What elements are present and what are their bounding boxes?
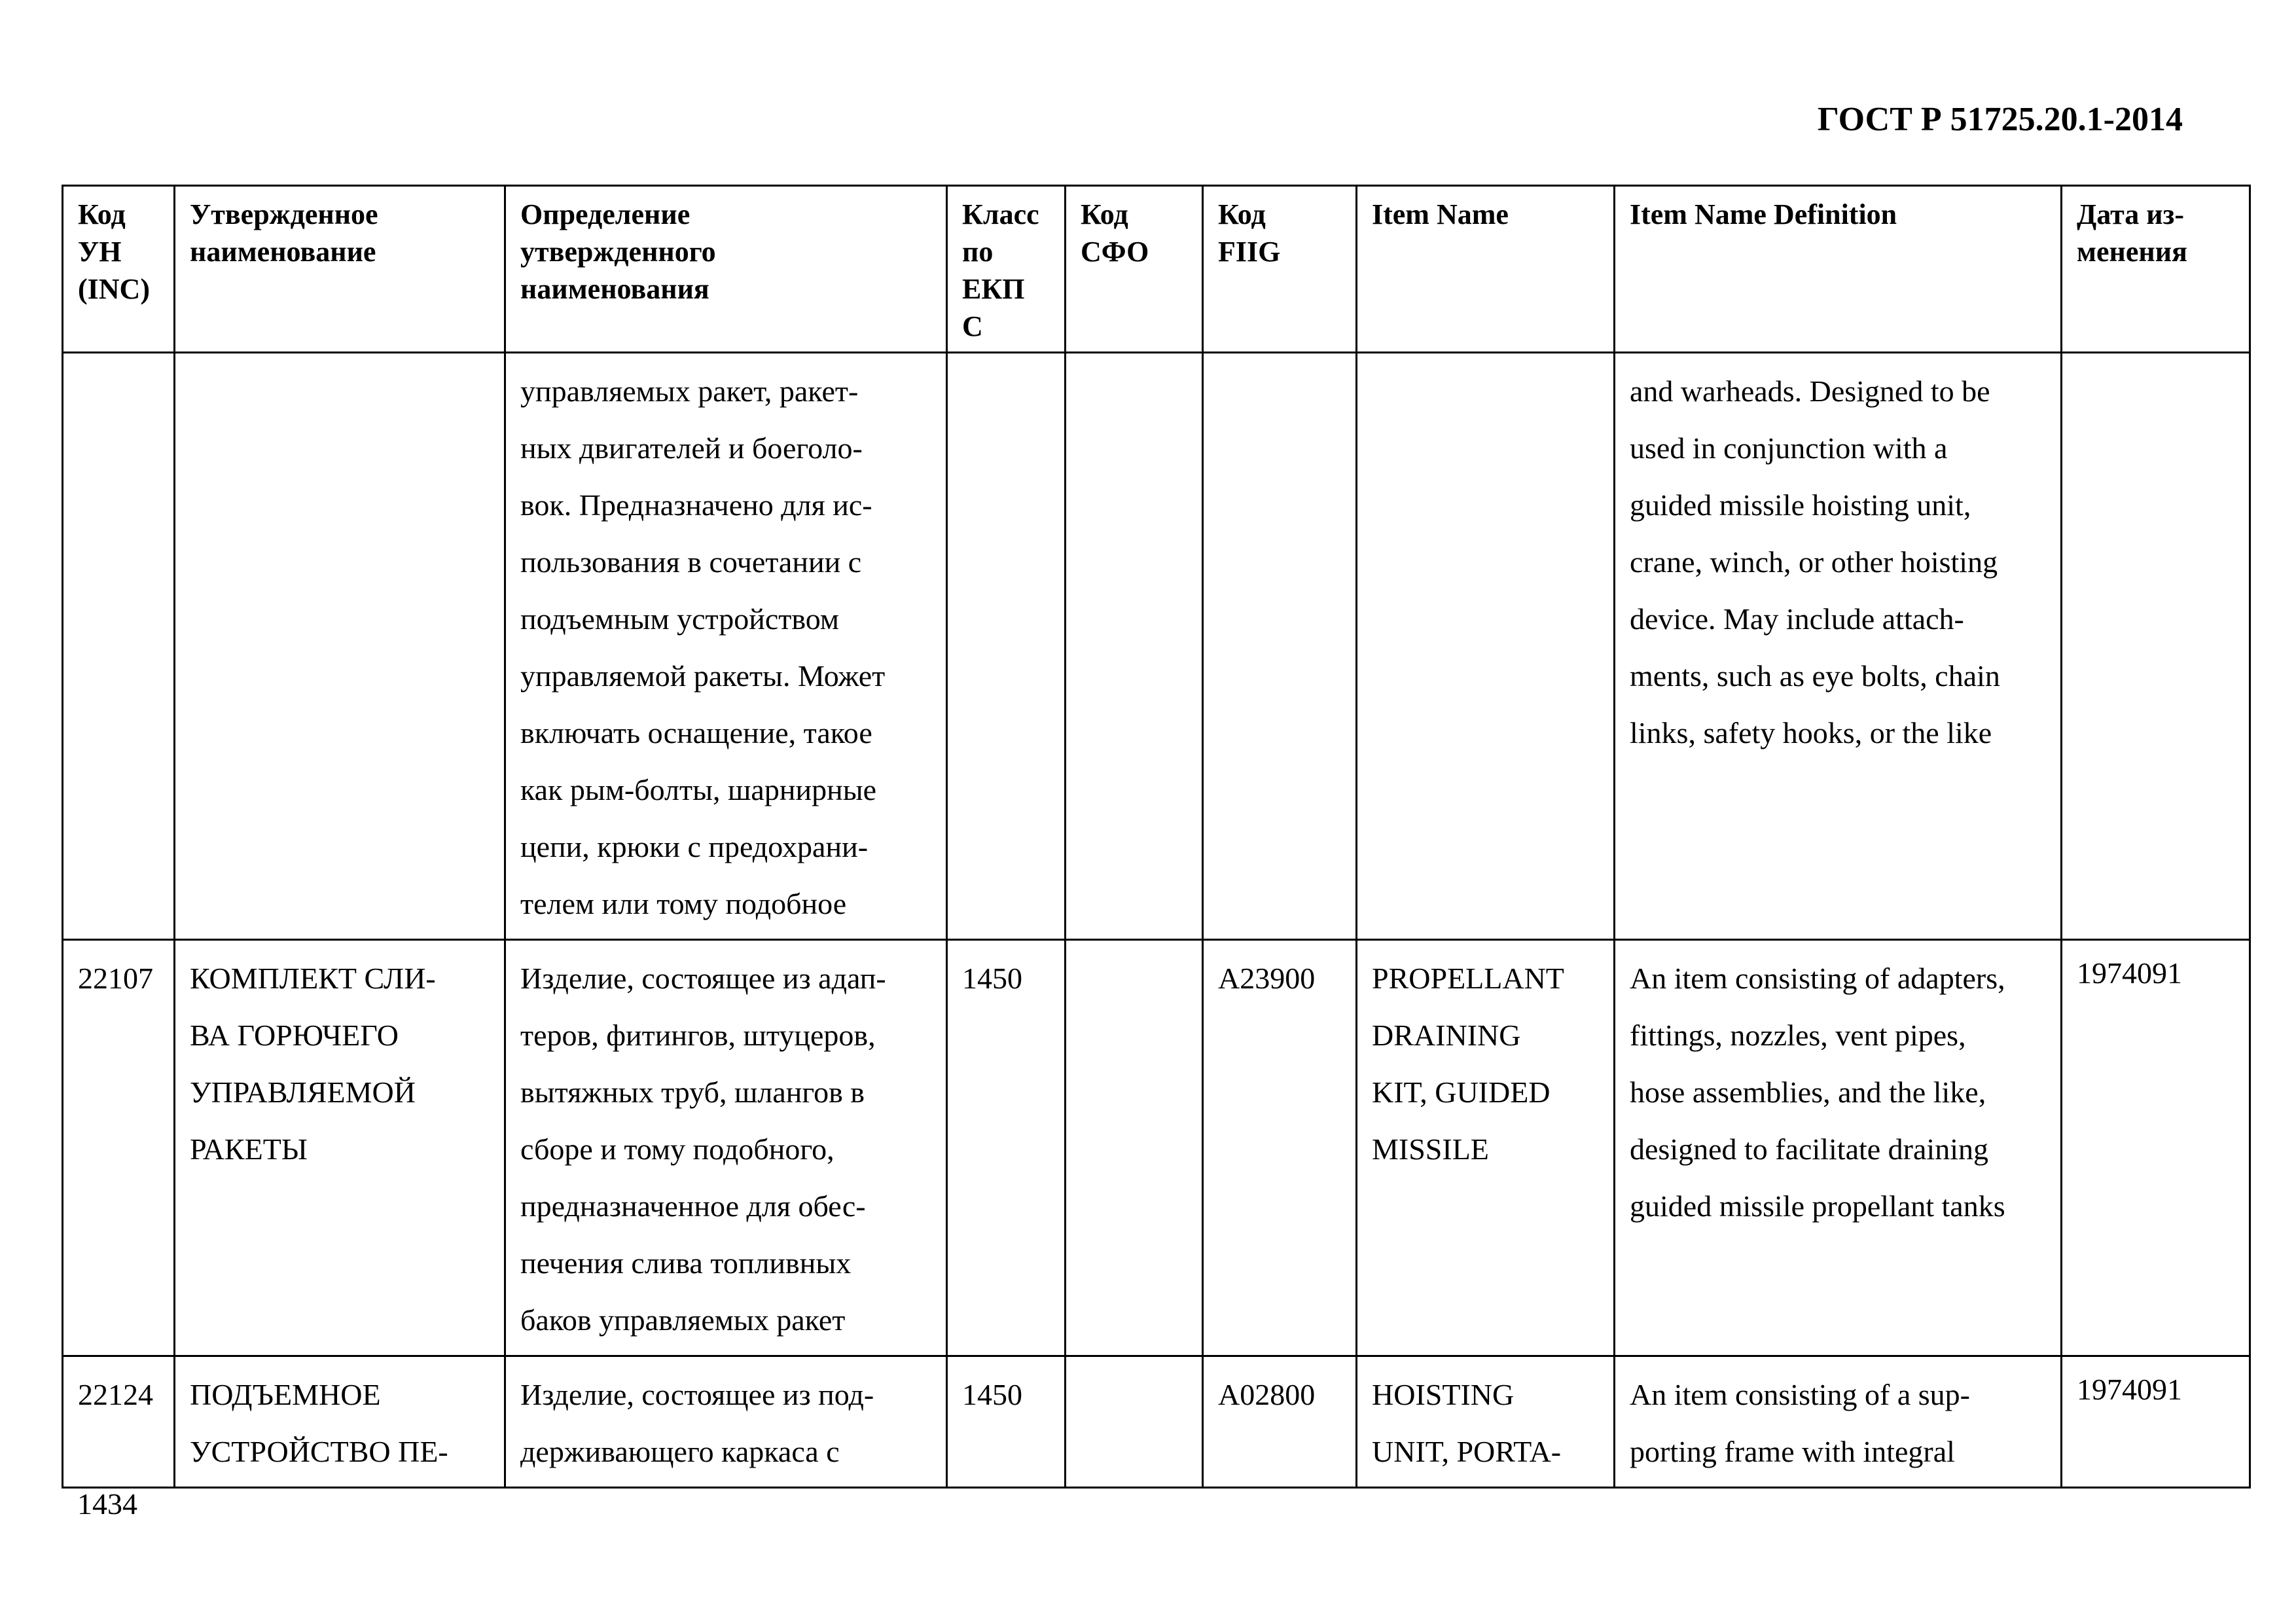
cell-line: 1450: [962, 962, 1022, 995]
cell-line: porting frame with integral: [1630, 1435, 1955, 1468]
cell-line: вок. Предназначено для ис-: [520, 488, 872, 522]
cell-inc-code: [63, 1356, 175, 1488]
cell-line: ments, such as eye bolts, chain: [1630, 659, 2000, 693]
cell-line: Дата из-: [2077, 198, 2184, 230]
cell-line: цепи, крюки с предохрани-: [520, 830, 869, 863]
cell-sfo-code: [1066, 940, 1203, 1356]
cell-line: designed to facilitate draining: [1630, 1132, 1988, 1166]
cell-line: guided missile hoisting unit,: [1630, 488, 1971, 522]
col-header-inc-code: [63, 186, 175, 353]
table-row: [63, 1356, 2250, 1488]
cell-line: баков управляемых ракет: [520, 1303, 846, 1337]
cell-line: управляемых ракет, ракет-: [520, 374, 859, 408]
cell-class: [947, 353, 1066, 940]
cell-line: hose assemblies, and the like,: [1630, 1075, 1986, 1109]
cell-line: links, safety hooks, or the like: [1630, 716, 1992, 749]
cell-line: KIT, GUIDED: [1372, 1075, 1551, 1109]
cell-class: [947, 940, 1066, 1356]
cell-change-date: [2062, 940, 2250, 1356]
cell-item-name: [1357, 940, 1615, 1356]
col-header-item-name-definition: [1615, 186, 2062, 353]
cell-line: Изделие, состоящее из под-: [520, 1378, 874, 1411]
cell-line: СФО: [1081, 236, 1149, 268]
cell-line: Утвержденное: [190, 198, 378, 230]
cell-line: 1450: [962, 1378, 1022, 1411]
cell-change-date: [2062, 1356, 2250, 1488]
cell-line: 22107: [78, 962, 153, 995]
cell-line: An item consisting of a sup-: [1630, 1378, 1970, 1411]
cell-approved-name: [175, 1356, 505, 1488]
cell-line: менения: [2077, 236, 2187, 268]
cell-line: A02800: [1218, 1378, 1316, 1411]
cell-line: наименования: [520, 273, 709, 305]
cell-line: подъемным устройством: [520, 602, 839, 636]
cell-line: С: [962, 310, 983, 342]
document-code: ГОСТ Р 51725.20.1-2014: [1817, 101, 2183, 138]
cell-change-date: [2062, 353, 2250, 940]
cell-definition-ru: [505, 1356, 947, 1488]
cell-line: вытяжных труб, шлангов в: [520, 1075, 865, 1109]
cell-approved-name: [175, 940, 505, 1356]
cell-line: DRAINING: [1372, 1019, 1521, 1052]
cell-line: теров, фитингов, штуцеров,: [520, 1019, 876, 1052]
cell-line: ЕКП: [962, 273, 1025, 305]
cell-line: used in conjunction with a: [1630, 431, 1948, 465]
col-header-approved-name: [175, 186, 505, 353]
cell-line: ных двигателей и боеголо-: [520, 431, 863, 465]
cell-line: device. May include attach-: [1630, 602, 1964, 636]
cell-line: по: [962, 236, 994, 268]
cell-line: включать оснащение, такое: [520, 716, 872, 749]
header-row: [63, 186, 2250, 353]
cell-line: пользования в сочетании с: [520, 545, 862, 579]
data-table: [62, 185, 2251, 1489]
cell-item-name: [1357, 1356, 1615, 1488]
cell-line: наименование: [190, 236, 376, 268]
cell-line: MISSILE: [1372, 1132, 1489, 1166]
cell-item-definition: [1615, 353, 2062, 940]
cell-line: (INC): [78, 273, 150, 305]
cell-inc-code: [63, 940, 175, 1356]
col-header-fiig-code: [1203, 186, 1357, 353]
cell-line: An item consisting of adapters,: [1630, 962, 2005, 995]
cell-line: УН: [78, 236, 122, 268]
cell-definition-ru: [505, 940, 947, 1356]
cell-line: guided missile propellant tanks: [1630, 1189, 2005, 1223]
cell-line: A23900: [1218, 962, 1316, 995]
cell-sfo-code: [1066, 353, 1203, 940]
cell-line: FIIG: [1218, 236, 1281, 268]
cell-line: PROPELLANT: [1372, 962, 1564, 995]
col-header-change-date: [2062, 186, 2250, 353]
cell-line: утвержденного: [520, 236, 716, 268]
cell-line: 1974091: [2077, 1373, 2182, 1406]
col-header-class: [947, 186, 1066, 353]
cell-inc-code: [63, 353, 175, 940]
cell-line: УПРАВЛЯЕМОЙ: [190, 1075, 416, 1109]
cell-line: fittings, nozzles, vent pipes,: [1630, 1019, 1966, 1052]
cell-line: Код: [78, 198, 126, 230]
table-row: [63, 353, 2250, 940]
col-header-name-definition-ru: [505, 186, 947, 353]
cell-line: Код: [1218, 198, 1266, 230]
cell-fiig-code: [1203, 353, 1357, 940]
cell-line: HOISTING: [1372, 1378, 1515, 1411]
cell-line: РАКЕТЫ: [190, 1132, 308, 1166]
col-header-item-name: [1357, 186, 1615, 353]
cell-line: and warheads. Designed to be: [1630, 374, 1990, 408]
table-row: [63, 940, 2250, 1356]
cell-line: Изделие, состоящее из адап-: [520, 962, 886, 995]
cell-line: управляемой ракеты. Может: [520, 659, 886, 693]
cell-line: сборе и тому подобного,: [520, 1132, 834, 1166]
cell-item-definition: [1615, 940, 2062, 1356]
cell-approved-name: [175, 353, 505, 940]
cell-definition-ru: [505, 353, 947, 940]
cell-line: 1974091: [2077, 956, 2182, 990]
page-number: 1434: [77, 1487, 137, 1521]
cell-line: Класс: [962, 198, 1039, 230]
cell-line: КОМПЛЕКТ СЛИ-: [190, 962, 436, 995]
cell-fiig-code: [1203, 940, 1357, 1356]
cell-class: [947, 1356, 1066, 1488]
cell-sfo-code: [1066, 1356, 1203, 1488]
cell-line: Item Name: [1372, 198, 1509, 230]
cell-item-definition: [1615, 1356, 2062, 1488]
cell-line: Код: [1081, 198, 1128, 230]
cell-item-name: [1357, 353, 1615, 940]
col-header-sfo-code: [1066, 186, 1203, 353]
cell-line: 22124: [78, 1378, 153, 1411]
cell-line: телем или тому подобное: [520, 887, 847, 920]
cell-line: держивающего каркаса с: [520, 1435, 840, 1468]
cell-line: ВА ГОРЮЧЕГО: [190, 1019, 399, 1052]
cell-line: печения слива топливных: [520, 1246, 852, 1280]
cell-line: crane, winch, or other hoisting: [1630, 545, 1998, 579]
cell-line: ПОДЪЕМНОЕ: [190, 1378, 381, 1411]
cell-fiig-code: [1203, 1356, 1357, 1488]
cell-line: Item Name Definition: [1630, 198, 1897, 230]
cell-line: UNIT, PORTA-: [1372, 1435, 1562, 1468]
cell-line: предназначенное для обес-: [520, 1189, 866, 1223]
cell-line: как рым-болты, шарнирные: [520, 773, 877, 806]
cell-line: УСТРОЙСТВО ПЕ-: [190, 1435, 448, 1468]
cell-line: Определение: [520, 198, 691, 230]
